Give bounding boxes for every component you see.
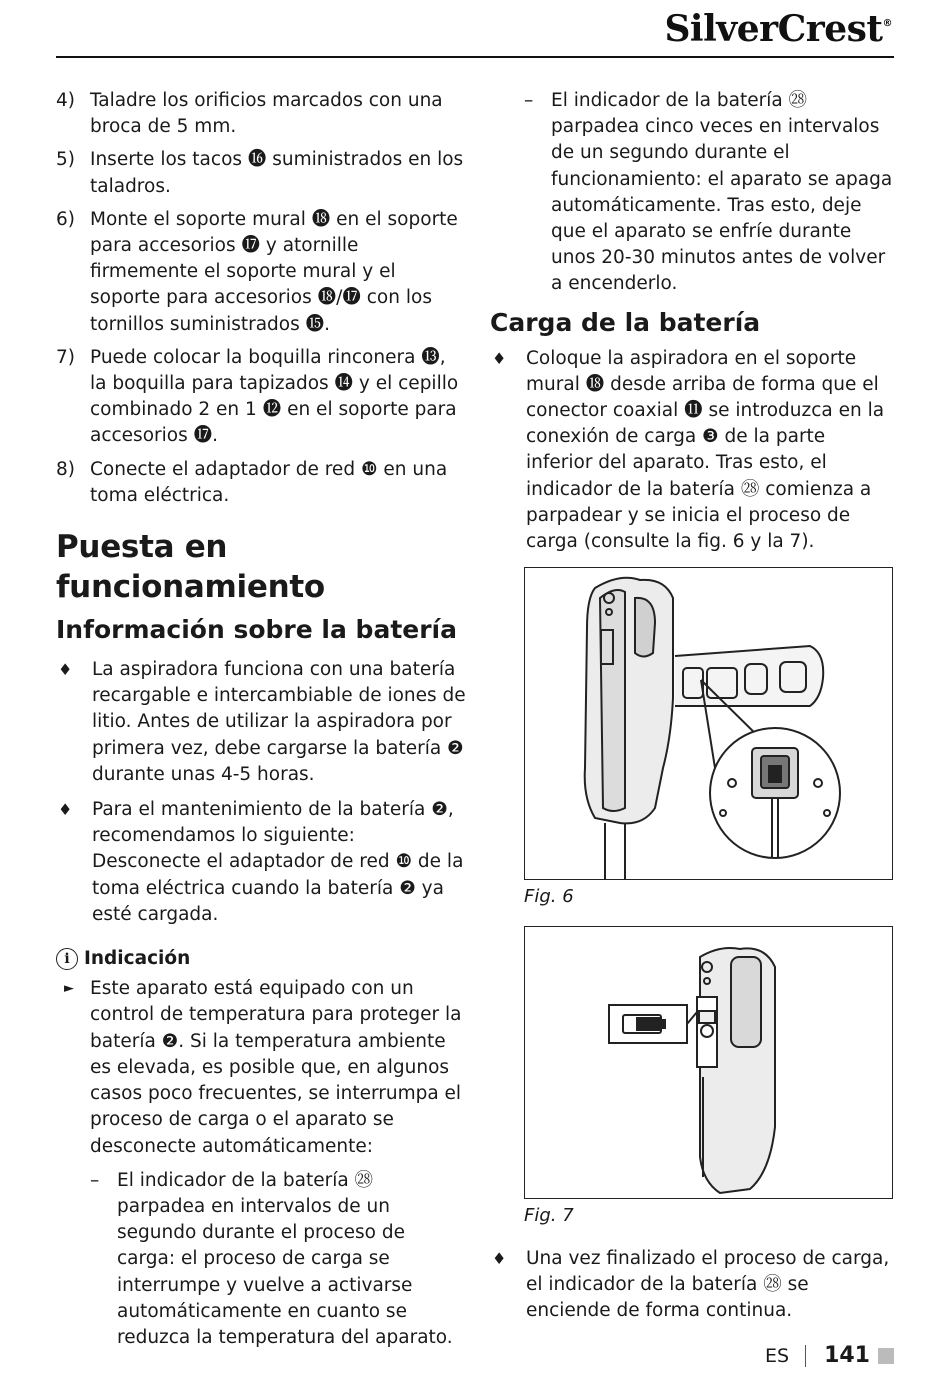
fig-7-caption: Fig. 7	[524, 1205, 574, 1227]
step-7: 7) Puede colocar la boquilla rinconera ⓭, la boquilla para tapizados ⓮ y el cepillo combinado 2 en 1 ⓬ en el soporte para accesorios ⓱.	[56, 346, 459, 447]
note-dash-item: – El indicador de la batería ㉘ parpadea en intervalos de un segundo durante el proceso de carga: el proceso de carga se interrumpe y vuelve a activarse automáticamente en cuanto se reduzca la temperatura del aparato.	[90, 1169, 453, 1348]
battery-info-heading: Información sobre la batería	[56, 615, 457, 645]
info-icon: i	[56, 948, 78, 970]
header-rule	[56, 56, 894, 58]
left-column	[56, 88, 466, 1359]
note-heading: i Indicación	[56, 946, 466, 972]
page-footer	[765, 1343, 894, 1368]
section-title: Puesta en funcionamiento	[56, 529, 325, 606]
footer-divider	[805, 1345, 806, 1367]
charging-heading: Carga de la batería	[490, 307, 761, 337]
brand-logo: SilverCrest®	[664, 8, 892, 50]
bullet-item: ♦ Una vez finalizado el proceso de carga, el indicador de la batería ㉘ se enciende de forma continua.	[492, 1247, 890, 1322]
right-column	[490, 88, 895, 1333]
page-number: 141	[824, 1343, 870, 1368]
step-5: 5) Inserte los tacos ⓰ suministrados en los taladros.	[56, 149, 464, 197]
battery-indicator-illustration	[525, 927, 892, 1198]
fig-6-caption: Fig. 6	[524, 886, 574, 908]
note-item: ► Este aparato está equipado con un control de temperatura para proteger la batería ❷. Si la temperatura ambiente es elevada, es posible que, en algunos casos poco frecuentes, se interrumpa el proceso de carga o el aparato se desconecte automáticamente:	[64, 978, 462, 1157]
bullet-item: ♦ Coloque la aspiradora en el soporte mural ⓲ desde arriba de forma que el conector coaxial ⓫ se introduzca en la conexión de carga ❸ de la parte inferior del aparato. Tras esto, el indicador de la batería ㉘ comienza a parpadear y se inicia el proceso de carga (consulte la fig. 6 y la 7).	[492, 347, 885, 553]
bullet-item: ♦ Para el mantenimiento de la batería ❷, recomendamos lo siguiente: Desconecte el adaptador de red ❿ de la toma eléctrica cuando la batería ❷ ya esté cargada.	[58, 799, 464, 925]
step-4: 4) Taladre los orificios marcados con una broca de 5 mm.	[56, 90, 443, 138]
fig-6-illustration	[524, 567, 893, 880]
language-code: ES	[764, 1344, 790, 1367]
dash-item: – El indicador de la batería ㉘ parpadea cinco veces en intervalos de un segundo durante el funcionamiento: el aparato se apaga automáticamente. Tras esto, deje que el aparato se enfríe durante unos 20-30 minutos antes de volver a encenderlo.	[524, 90, 893, 295]
step-6: 6) Monte el soporte mural ⓲ en el soporte para accesorios ⓱ y atornille firmemente el soporte mural y el soporte para accesorios ⓲/⓱ con los tornillos suministrados ⓯.	[56, 208, 458, 335]
fig-7-illustration	[524, 926, 893, 1199]
vacuum-wallmount-illustration	[525, 568, 892, 879]
page-marker	[878, 1348, 894, 1364]
bullet-item: ♦ La aspiradora funciona con una batería recargable e intercambiable de iones de litio. Antes de utilizar la aspiradora por primera vez, debe cargarse la batería ❷ durante unas 4-5 horas.	[58, 659, 466, 785]
step-8: 8) Conecte el adaptador de red ❿ en una toma eléctrica.	[56, 458, 448, 506]
